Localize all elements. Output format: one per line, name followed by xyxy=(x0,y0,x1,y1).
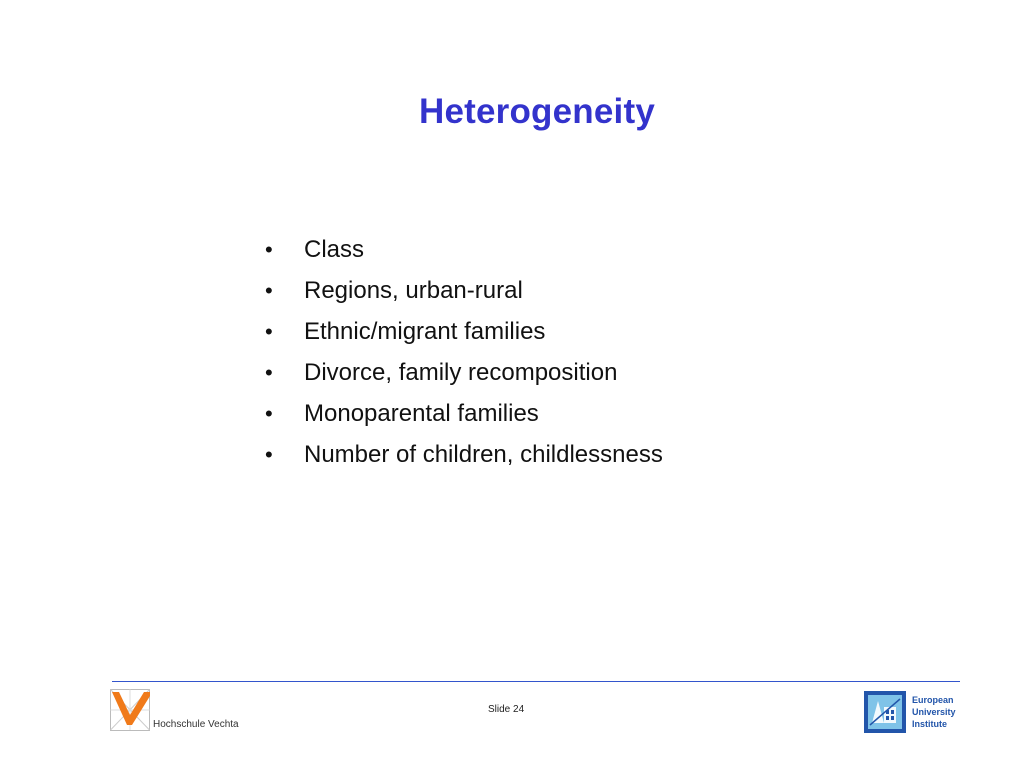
list-item xyxy=(265,400,663,441)
bullet-text: Class xyxy=(304,236,365,263)
list-item xyxy=(265,277,663,318)
list-item xyxy=(265,236,663,277)
bullet-text: Ethnic/migrant families xyxy=(304,318,546,345)
bullet-list xyxy=(265,236,663,482)
bullet-text: Regions, urban-rural xyxy=(304,277,523,304)
eui-logo-icon xyxy=(864,691,906,733)
bullet-marker: • xyxy=(265,278,273,303)
slide-number: Slide 24 xyxy=(488,704,525,715)
bullet-marker: • xyxy=(265,237,273,262)
bullet-text: Monoparental families xyxy=(304,400,539,427)
bullet-marker: • xyxy=(265,319,273,344)
bullet-text: Number of children, childlessness xyxy=(304,441,663,468)
footer-divider xyxy=(112,681,960,682)
list-item xyxy=(265,359,663,400)
list-item xyxy=(265,441,663,482)
bullet-text: Divorce, family recomposition xyxy=(304,359,618,386)
logo-right-text xyxy=(912,694,956,730)
list-item xyxy=(265,318,663,359)
eui-logo xyxy=(864,689,974,735)
hochschule-vechta-logo-icon xyxy=(110,689,150,731)
bullet-marker: • xyxy=(265,442,273,467)
bullet-marker: • xyxy=(265,401,273,426)
bullet-marker: • xyxy=(265,360,273,385)
logo-right-line: University xyxy=(912,707,956,717)
logo-right-line: Institute xyxy=(912,719,947,729)
logo-left-text: Hochschule Vechta xyxy=(153,719,239,730)
hochschule-vechta-logo xyxy=(110,689,250,733)
logo-right-line: European xyxy=(912,695,954,705)
slide-title: Heterogeneity xyxy=(419,92,655,131)
